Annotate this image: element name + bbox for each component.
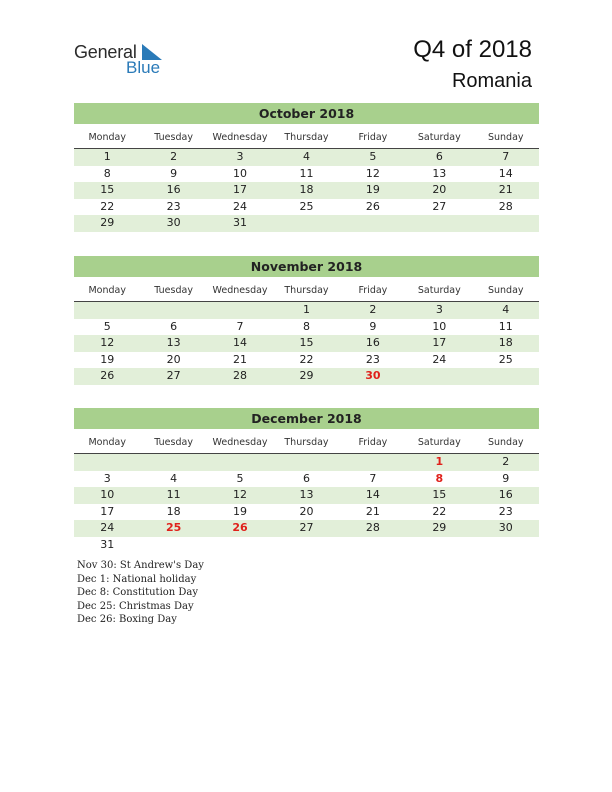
day-cell: 18 xyxy=(299,183,314,196)
day-cell: 11 xyxy=(498,319,513,333)
day-cell xyxy=(273,215,339,232)
day-cell: 3 xyxy=(103,471,111,485)
week-row xyxy=(74,352,539,369)
day-cell xyxy=(273,454,339,471)
day-cell: 25 xyxy=(299,199,314,213)
day-cell: 13 xyxy=(299,488,314,501)
holiday-entry: Dec 8: Constitution Day xyxy=(77,587,199,598)
weekday-label: Thursday xyxy=(284,437,329,448)
week-row xyxy=(74,215,539,232)
day-cell xyxy=(207,537,273,554)
weekday-label: Tuesday xyxy=(154,132,193,143)
weekday-label: Sunday xyxy=(487,132,524,143)
day-cell: 16 xyxy=(365,336,380,349)
day-cell: 16 xyxy=(166,183,181,196)
day-cell: 4 xyxy=(502,303,510,316)
day-cell xyxy=(340,537,406,554)
logo-general-text: General xyxy=(74,42,137,62)
month-october xyxy=(74,103,539,232)
day-cell: 10 xyxy=(233,166,248,180)
week-row xyxy=(74,335,539,352)
day-cell: 27 xyxy=(432,199,447,213)
day-cell xyxy=(140,302,206,319)
day-cell: 19 xyxy=(365,183,380,196)
day-cell xyxy=(273,537,339,554)
day-cell: 21 xyxy=(498,183,513,196)
day-cell: 22 xyxy=(299,352,314,366)
day-cell: 22 xyxy=(432,504,447,518)
day-cell xyxy=(207,454,273,471)
day-cell xyxy=(140,454,206,471)
day-cell: 20 xyxy=(299,504,314,518)
week-row xyxy=(74,199,539,216)
weekday-header-row xyxy=(74,433,539,454)
day-cell: 18 xyxy=(498,336,513,349)
day-cell: 2 xyxy=(170,150,178,163)
week-row xyxy=(74,487,539,504)
week-row xyxy=(74,166,539,183)
day-cell: 28 xyxy=(498,199,513,213)
week-row xyxy=(74,149,539,166)
holiday-day-cell: 26 xyxy=(232,521,248,534)
country-name: Romania xyxy=(451,70,532,92)
day-cell: 14 xyxy=(365,488,380,501)
day-cell: 12 xyxy=(365,166,380,180)
holiday-entry: Dec 25: Christmas Day xyxy=(77,600,194,612)
day-cell xyxy=(473,215,539,232)
day-cell: 24 xyxy=(432,352,447,366)
week-row xyxy=(74,319,539,336)
week-row xyxy=(74,302,539,319)
day-cell: 23 xyxy=(166,199,181,213)
day-cell xyxy=(473,537,539,554)
day-cell: 7 xyxy=(502,150,510,163)
logo-blue-text: Blue xyxy=(126,58,161,77)
weekday-label: Thursday xyxy=(284,285,329,296)
day-cell: 17 xyxy=(432,336,447,349)
day-cell: 5 xyxy=(236,471,244,485)
day-cell: 22 xyxy=(100,199,115,213)
day-cell: 12 xyxy=(100,336,115,349)
day-cell: 19 xyxy=(100,352,115,366)
day-cell: 11 xyxy=(299,166,314,180)
holiday-entry: Dec 26: Boxing Day xyxy=(77,614,177,625)
day-cell xyxy=(340,215,406,232)
day-cell: 2 xyxy=(369,303,377,316)
day-cell: 17 xyxy=(100,504,115,518)
day-cell: 14 xyxy=(498,166,513,180)
holiday-entry: Nov 30: St Andrew's Day xyxy=(77,560,204,571)
day-cell xyxy=(74,302,140,319)
day-cell: 11 xyxy=(166,488,181,501)
week-row xyxy=(74,471,539,488)
day-cell: 26 xyxy=(365,199,380,213)
day-cell: 21 xyxy=(365,504,380,518)
day-cell xyxy=(406,215,472,232)
weekday-label: Saturday xyxy=(417,437,461,448)
day-cell xyxy=(340,454,406,471)
day-cell: 28 xyxy=(233,369,248,382)
day-cell: 6 xyxy=(435,150,443,163)
day-cell: 9 xyxy=(369,319,377,333)
day-cell: 21 xyxy=(233,352,248,366)
week-row xyxy=(74,520,539,537)
weekday-label: Friday xyxy=(358,285,388,296)
day-cell: 14 xyxy=(233,336,248,349)
day-cell: 29 xyxy=(299,369,314,382)
day-cell: 20 xyxy=(432,183,447,196)
weekday-label: Wednesday xyxy=(212,285,268,296)
day-cell: 7 xyxy=(369,471,377,485)
day-cell: 10 xyxy=(432,319,447,333)
day-cell: 30 xyxy=(498,521,513,534)
day-cell: 24 xyxy=(233,199,248,213)
day-cell: 1 xyxy=(103,150,111,163)
page-title: Q4 of 2018 xyxy=(413,36,532,63)
weekday-label: Thursday xyxy=(284,132,329,143)
week-row xyxy=(74,454,539,471)
day-cell: 24 xyxy=(100,521,115,534)
holiday-day-cell: 30 xyxy=(365,369,381,382)
day-cell: 25 xyxy=(498,352,513,366)
day-cell: 19 xyxy=(233,504,248,518)
day-cell: 17 xyxy=(233,183,248,196)
day-cell: 1 xyxy=(302,303,310,316)
holiday-entry: Dec 1: National holiday xyxy=(77,573,197,585)
day-cell: 31 xyxy=(100,537,115,551)
week-row xyxy=(74,504,539,521)
day-cell: 3 xyxy=(435,303,443,316)
day-cell xyxy=(473,368,539,385)
day-cell: 29 xyxy=(432,521,447,534)
day-cell: 6 xyxy=(170,319,178,333)
weekday-label: Monday xyxy=(88,285,126,296)
day-cell: 31 xyxy=(233,216,248,229)
day-cell: 13 xyxy=(166,336,181,349)
day-cell: 15 xyxy=(299,336,314,349)
day-cell: 20 xyxy=(166,352,181,366)
weekday-label: Saturday xyxy=(417,132,461,143)
day-cell xyxy=(140,537,206,554)
month-header: November 2018 xyxy=(74,256,539,277)
weekday-label: Wednesday xyxy=(212,132,268,143)
week-row xyxy=(74,537,539,554)
day-cell: 13 xyxy=(432,166,447,180)
day-cell: 3 xyxy=(236,150,244,163)
day-cell: 29 xyxy=(100,216,115,229)
holiday-list xyxy=(77,559,204,627)
day-cell xyxy=(74,454,140,471)
day-cell: 8 xyxy=(302,319,310,333)
weekday-label: Wednesday xyxy=(212,437,268,448)
holiday-day-cell: 1 xyxy=(435,455,444,468)
week-row xyxy=(74,368,539,385)
day-cell: 18 xyxy=(166,504,181,518)
day-cell: 9 xyxy=(170,166,178,180)
weekday-header-row xyxy=(74,128,539,149)
day-cell: 23 xyxy=(498,504,513,518)
day-cell: 4 xyxy=(170,471,178,485)
weekday-header-row xyxy=(74,281,539,302)
weekday-label: Sunday xyxy=(487,285,524,296)
weekday-label: Tuesday xyxy=(154,437,193,448)
day-cell: 2 xyxy=(502,455,510,468)
day-cell: 28 xyxy=(365,521,380,534)
day-cell: 15 xyxy=(100,183,115,196)
month-header: December 2018 xyxy=(74,408,539,429)
day-cell: 8 xyxy=(103,166,111,180)
weekday-label: Friday xyxy=(358,437,388,448)
day-cell: 23 xyxy=(365,352,380,366)
day-cell: 5 xyxy=(103,319,111,333)
day-cell: 15 xyxy=(432,488,447,501)
day-cell xyxy=(406,368,472,385)
day-cell xyxy=(207,302,273,319)
weekday-label: Friday xyxy=(358,132,388,143)
weekday-label: Saturday xyxy=(417,285,461,296)
day-cell: 10 xyxy=(100,488,115,501)
weekday-label: Monday xyxy=(88,437,126,448)
day-cell: 9 xyxy=(502,471,510,485)
day-cell: 6 xyxy=(302,471,310,485)
day-cell: 7 xyxy=(236,319,244,333)
weekday-label: Tuesday xyxy=(154,285,193,296)
day-cell: 16 xyxy=(498,488,513,501)
month-december xyxy=(74,408,539,553)
weekday-label: Monday xyxy=(88,132,126,143)
day-cell: 5 xyxy=(369,150,377,163)
month-november xyxy=(74,256,539,385)
day-cell: 30 xyxy=(166,216,181,229)
holiday-day-cell: 8 xyxy=(435,471,444,485)
day-cell: 27 xyxy=(166,369,181,382)
day-cell xyxy=(406,537,472,554)
day-cell: 4 xyxy=(302,150,310,163)
day-cell: 27 xyxy=(299,521,314,534)
weekday-label: Sunday xyxy=(487,437,524,448)
day-cell: 26 xyxy=(100,369,115,382)
week-row xyxy=(74,182,539,199)
holiday-day-cell: 25 xyxy=(165,521,182,534)
logo xyxy=(74,42,184,82)
day-cell: 12 xyxy=(233,488,248,501)
month-header: October 2018 xyxy=(74,103,539,124)
